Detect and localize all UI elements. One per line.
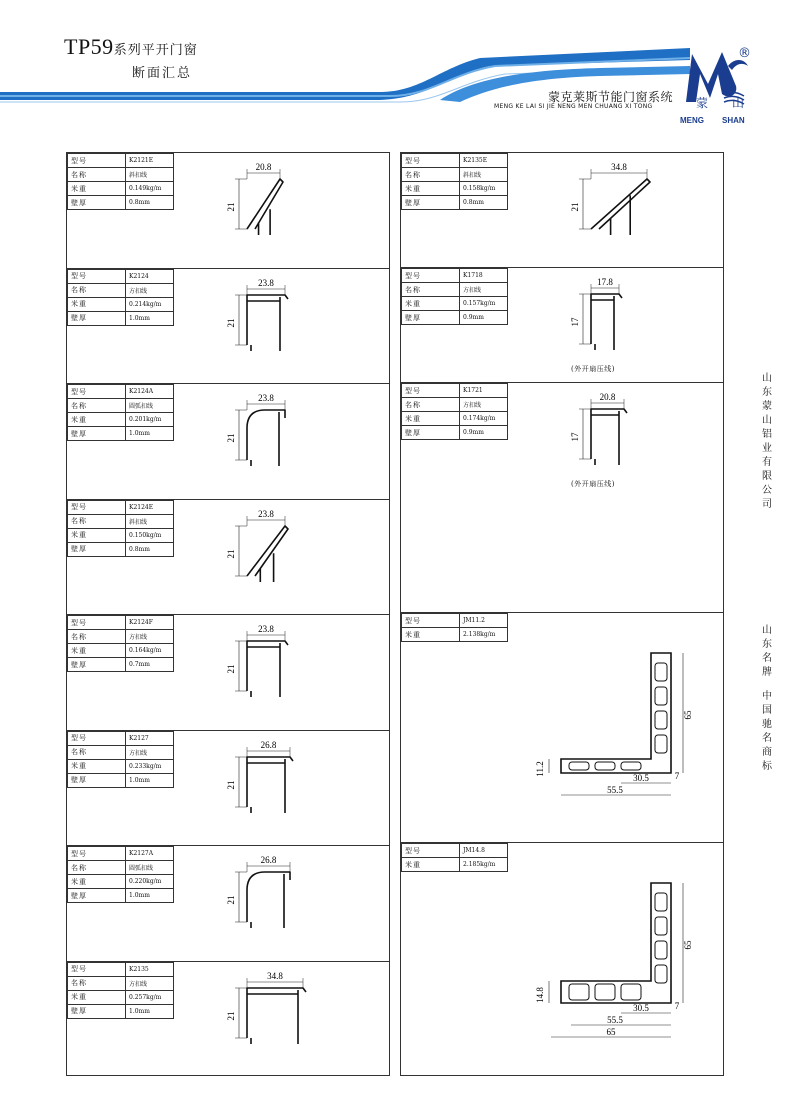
right-profile-column bbox=[400, 152, 724, 1076]
spec-row-weight bbox=[402, 412, 508, 426]
profile-card bbox=[67, 962, 389, 1078]
spec-label-weight: 米重 bbox=[68, 528, 126, 542]
spec-label-name: 名称 bbox=[68, 283, 126, 297]
spec-value-thickness: 1.0mm bbox=[126, 889, 174, 903]
dim-width-label: 26.8 bbox=[260, 855, 277, 865]
spec-row-model bbox=[68, 154, 174, 168]
corner-section-drawing bbox=[511, 633, 711, 833]
spec-label-weight: 米重 bbox=[68, 759, 126, 773]
spec-value-weight: 0.214kg/m bbox=[126, 297, 174, 311]
spec-value-thickness: 0.9mm bbox=[460, 426, 508, 440]
spec-value-thickness: 0.8mm bbox=[126, 542, 174, 556]
spec-row-thickness bbox=[68, 427, 174, 441]
spec-label-weight: 米重 bbox=[68, 644, 126, 658]
spec-value-name: 圆弧扣线 bbox=[126, 399, 174, 413]
spec-label-model: 型号 bbox=[68, 847, 126, 861]
spec-label-thickness: 壁厚 bbox=[68, 889, 126, 903]
spec-row-name bbox=[68, 630, 174, 644]
logo-text-left: MENG bbox=[680, 116, 704, 125]
spec-value-thickness: 0.7mm bbox=[126, 658, 174, 672]
spec-label-weight: 米重 bbox=[402, 297, 460, 311]
spec-row-weight bbox=[68, 182, 174, 196]
spec-label-thickness: 壁厚 bbox=[68, 542, 126, 556]
profile-note: (外开扇压线) bbox=[571, 480, 615, 488]
spec-value-model: K2124F bbox=[126, 616, 174, 630]
profile-section-drawing bbox=[217, 502, 337, 602]
spec-label-name: 名称 bbox=[68, 745, 126, 759]
spec-label-name: 名称 bbox=[68, 630, 126, 644]
spec-value-name: 斜扣线 bbox=[460, 168, 508, 182]
dim-height-label: 21 bbox=[226, 318, 236, 327]
spec-row-model bbox=[402, 844, 508, 858]
spec-value-model: K2124 bbox=[126, 269, 174, 283]
spec-label-model: 型号 bbox=[402, 269, 460, 283]
spec-value-thickness: 1.0mm bbox=[126, 1004, 174, 1018]
spec-value-model: K1721 bbox=[460, 384, 508, 398]
spec-table bbox=[67, 615, 174, 672]
profile-section-drawing bbox=[217, 386, 337, 486]
profile-section-drawing bbox=[217, 617, 337, 717]
dim-height-label: 21 bbox=[226, 780, 236, 789]
spec-label-model: 型号 bbox=[402, 384, 460, 398]
dim-width-label: 23.8 bbox=[258, 277, 274, 288]
profile-section-drawing bbox=[217, 271, 337, 371]
spec-label-model: 型号 bbox=[402, 154, 460, 168]
spec-label-thickness: 壁厚 bbox=[68, 311, 126, 325]
profile-card bbox=[67, 500, 389, 616]
profile-card bbox=[67, 153, 389, 269]
dim-width-label: 34.8 bbox=[267, 970, 283, 981]
page-subtitle: 断面汇总 bbox=[132, 66, 193, 81]
spec-label-model: 型号 bbox=[68, 500, 126, 514]
spec-row-thickness bbox=[68, 773, 174, 787]
profile-card bbox=[401, 383, 723, 613]
spec-label-name: 名称 bbox=[402, 168, 460, 182]
spec-value-name: 方扣线 bbox=[126, 283, 174, 297]
spec-row-model bbox=[68, 500, 174, 514]
dim-height-label: 21 bbox=[570, 202, 580, 212]
spec-table bbox=[67, 384, 174, 441]
dim-height-label: 21 bbox=[226, 664, 236, 674]
spec-label-weight: 米重 bbox=[402, 858, 460, 872]
dim-width-label: 23.8 bbox=[258, 393, 274, 403]
spec-value-weight: 0.150kg/m bbox=[126, 528, 174, 542]
spec-value-weight: 0.174kg/m bbox=[460, 412, 508, 426]
profile-card bbox=[67, 731, 389, 847]
spec-row-weight bbox=[68, 528, 174, 542]
spec-row-model bbox=[402, 384, 508, 398]
spec-value-name: 方扣线 bbox=[126, 745, 174, 759]
profile-section-drawing bbox=[561, 270, 681, 370]
spec-value-name: 斜扣线 bbox=[126, 514, 174, 528]
logo-text-right: SHAN bbox=[722, 116, 745, 125]
spec-table bbox=[401, 153, 508, 210]
spec-value-thickness: 0.9mm bbox=[460, 311, 508, 325]
spec-label-name: 名称 bbox=[68, 861, 126, 875]
dim-leg-label: 14.8 bbox=[535, 987, 545, 1003]
spec-row-weight bbox=[68, 990, 174, 1004]
spec-label-name: 名称 bbox=[68, 514, 126, 528]
side-award-text: 中国驰名商标 bbox=[762, 691, 772, 772]
profile-section-drawing bbox=[561, 155, 681, 255]
spec-value-thickness: 1.0mm bbox=[126, 427, 174, 441]
spec-row-name bbox=[68, 168, 174, 182]
spec-row-thickness bbox=[68, 1004, 174, 1018]
spec-row-weight bbox=[402, 297, 508, 311]
spec-row-name bbox=[402, 283, 508, 297]
dim-width-label: 23.8 bbox=[258, 624, 274, 634]
spec-value-name: 方扣线 bbox=[126, 630, 174, 644]
spec-label-model: 型号 bbox=[68, 962, 126, 976]
spec-row-model bbox=[68, 962, 174, 976]
dim-height-label: 21 bbox=[226, 202, 236, 212]
dim-height-label: 65 bbox=[683, 710, 693, 720]
spec-label-thickness: 壁厚 bbox=[68, 196, 126, 210]
spec-label-thickness: 壁厚 bbox=[68, 427, 126, 441]
spec-value-model: K2127 bbox=[126, 731, 174, 745]
spec-row-thickness bbox=[402, 196, 508, 210]
profile-section-drawing bbox=[217, 155, 337, 255]
corner-section-drawing bbox=[511, 863, 711, 1063]
spec-value-model: JM11.2 bbox=[460, 614, 508, 628]
profile-note: (外开扇压线) bbox=[571, 365, 615, 373]
dim-height-label: 21 bbox=[226, 549, 236, 558]
spec-row-model bbox=[68, 847, 174, 861]
spec-value-model: K2124E bbox=[126, 500, 174, 514]
spec-table bbox=[401, 613, 508, 642]
profile-section-drawing bbox=[217, 733, 337, 833]
spec-row-name bbox=[402, 398, 508, 412]
spec-value-name: 方扣线 bbox=[460, 283, 508, 297]
spec-value-weight: 0.158kg/m bbox=[460, 182, 508, 196]
side-company-name: 山东蒙山铝业有限公司 bbox=[762, 373, 772, 510]
spec-row-name bbox=[68, 283, 174, 297]
spec-row-thickness bbox=[68, 311, 174, 325]
registered-mark: ® bbox=[738, 46, 751, 61]
spec-label-thickness: 壁厚 bbox=[402, 311, 460, 325]
profile-card bbox=[67, 846, 389, 962]
spec-row-weight bbox=[68, 644, 174, 658]
spec-label-name: 名称 bbox=[68, 168, 126, 182]
spec-value-model: K2135E bbox=[460, 154, 508, 168]
company-name-en: MENG KE LAI SI JIE NENG MEN CHUANG XI TONG bbox=[494, 103, 653, 110]
profile-section-drawing bbox=[217, 964, 337, 1064]
spec-value-model: JM14.8 bbox=[460, 844, 508, 858]
spec-value-name: 方扣线 bbox=[126, 976, 174, 990]
spec-row-weight bbox=[402, 858, 508, 872]
dim-height-label: 17 bbox=[570, 432, 580, 442]
spec-row-model bbox=[402, 269, 508, 283]
spec-row-thickness bbox=[68, 542, 174, 556]
spec-value-weight: 0.257kg/m bbox=[126, 990, 174, 1004]
spec-row-weight bbox=[68, 759, 174, 773]
spec-label-weight: 米重 bbox=[68, 297, 126, 311]
spec-label-weight: 米重 bbox=[68, 990, 126, 1004]
spec-value-name: 斜扣线 bbox=[126, 168, 174, 182]
logo-char-left: 蒙 bbox=[696, 96, 709, 110]
profile-card bbox=[401, 268, 723, 383]
dim-leg-label: 11.2 bbox=[535, 761, 545, 777]
spec-row-name bbox=[402, 168, 508, 182]
spec-table bbox=[67, 731, 174, 788]
spec-row-thickness bbox=[402, 426, 508, 440]
spec-row-model bbox=[68, 269, 174, 283]
spec-table bbox=[67, 846, 174, 903]
spec-value-model: K2135 bbox=[126, 962, 174, 976]
spec-value-model: K1718 bbox=[460, 269, 508, 283]
spec-value-model: K2121E bbox=[126, 154, 174, 168]
spec-label-weight: 米重 bbox=[402, 412, 460, 426]
spec-row-model bbox=[68, 731, 174, 745]
dim-outer-label: 65 bbox=[606, 1027, 616, 1037]
dim-width-label: 34.8 bbox=[611, 162, 627, 172]
spec-table bbox=[67, 153, 174, 210]
spec-label-model: 型号 bbox=[68, 616, 126, 630]
spec-row-weight bbox=[68, 875, 174, 889]
profile-section-drawing bbox=[561, 385, 681, 485]
spec-label-model: 型号 bbox=[68, 269, 126, 283]
spec-value-weight: 0.220kg/m bbox=[126, 875, 174, 889]
spec-label-model: 型号 bbox=[68, 154, 126, 168]
spec-row-thickness bbox=[402, 311, 508, 325]
spec-value-thickness: 0.8mm bbox=[126, 196, 174, 210]
profile-card bbox=[67, 269, 389, 385]
spec-table bbox=[401, 383, 508, 440]
spec-label-thickness: 壁厚 bbox=[68, 1004, 126, 1018]
spec-label-weight: 米重 bbox=[402, 182, 460, 196]
dim-width-label: 20.8 bbox=[255, 162, 272, 172]
spec-label-thickness: 壁厚 bbox=[402, 196, 460, 210]
spec-row-name bbox=[68, 399, 174, 413]
spec-label-weight: 米重 bbox=[68, 413, 126, 427]
spec-row-weight bbox=[68, 297, 174, 311]
dim-width-label: 26.8 bbox=[260, 739, 277, 750]
spec-value-weight: 0.149kg/m bbox=[126, 182, 174, 196]
spec-value-model: K2127A bbox=[126, 847, 174, 861]
spec-value-weight: 2.138kg/m bbox=[460, 628, 508, 642]
dim-outer-label: 55.5 bbox=[607, 785, 623, 795]
series-title: 系列平开门窗 bbox=[113, 42, 198, 57]
spec-table bbox=[401, 268, 508, 325]
company-name-cn: 蒙克莱斯节能门窗系统 bbox=[548, 90, 674, 104]
left-profile-column bbox=[66, 152, 390, 1076]
spec-row-thickness bbox=[68, 196, 174, 210]
spec-row-model bbox=[68, 616, 174, 630]
profile-card bbox=[401, 153, 723, 268]
profile-card bbox=[67, 615, 389, 731]
dim-width-label: 23.8 bbox=[258, 508, 274, 519]
spec-label-name: 名称 bbox=[402, 398, 460, 412]
spec-value-thickness: 1.0mm bbox=[126, 311, 174, 325]
dim-width-label: 20.8 bbox=[599, 392, 616, 402]
spec-value-name: 方扣线 bbox=[460, 398, 508, 412]
spec-value-thickness: 0.8mm bbox=[460, 196, 508, 210]
spec-label-model: 型号 bbox=[402, 844, 460, 858]
spec-table bbox=[401, 843, 508, 872]
dim-height-label: 65 bbox=[683, 940, 693, 950]
spec-label-model: 型号 bbox=[402, 614, 460, 628]
spec-value-weight: 0.157kg/m bbox=[460, 297, 508, 311]
profile-card bbox=[67, 384, 389, 500]
spec-row-weight bbox=[402, 182, 508, 196]
spec-row-weight bbox=[68, 413, 174, 427]
spec-label-name: 名称 bbox=[68, 399, 126, 413]
dim-lip-label: 7 bbox=[674, 1001, 680, 1011]
spec-row-model bbox=[402, 154, 508, 168]
spec-table bbox=[67, 500, 174, 557]
side-brand-text: 山东名牌 bbox=[762, 625, 772, 678]
spec-value-name: 圆弧扣线 bbox=[126, 861, 174, 875]
dim-inner-label: 30.5 bbox=[633, 773, 649, 783]
spec-label-name: 名称 bbox=[68, 976, 126, 990]
corner-profile-card bbox=[401, 843, 723, 1075]
spec-value-model: K2124A bbox=[126, 385, 174, 399]
dim-height-label: 21 bbox=[226, 433, 236, 443]
dim-width-label: 17.8 bbox=[597, 277, 613, 287]
spec-row-model bbox=[68, 385, 174, 399]
dim-mid-label: 55.5 bbox=[607, 1015, 623, 1025]
spec-label-weight: 米重 bbox=[68, 875, 126, 889]
spec-value-weight: 0.233kg/m bbox=[126, 759, 174, 773]
spec-table bbox=[67, 269, 174, 326]
profile-section-drawing bbox=[217, 848, 337, 948]
spec-row-name bbox=[68, 514, 174, 528]
spec-value-weight: 0.164kg/m bbox=[126, 644, 174, 658]
spec-label-model: 型号 bbox=[68, 385, 126, 399]
spec-label-weight: 米重 bbox=[68, 182, 126, 196]
spec-value-weight: 2.185kg/m bbox=[460, 858, 508, 872]
spec-row-name bbox=[68, 745, 174, 759]
dim-height-label: 21 bbox=[226, 895, 236, 905]
spec-label-name: 名称 bbox=[402, 283, 460, 297]
dim-height-label: 21 bbox=[226, 1011, 236, 1020]
spec-label-thickness: 壁厚 bbox=[68, 773, 126, 787]
spec-row-name bbox=[68, 976, 174, 990]
corner-profile-card bbox=[401, 613, 723, 843]
spec-label-weight: 米重 bbox=[402, 628, 460, 642]
spec-value-thickness: 1.0mm bbox=[126, 773, 174, 787]
logo-char-right: 山 bbox=[732, 96, 745, 110]
spec-row-thickness bbox=[68, 658, 174, 672]
dim-height-label: 17 bbox=[570, 317, 580, 327]
spec-row-model bbox=[402, 614, 508, 628]
spec-table bbox=[67, 962, 174, 1019]
spec-row-weight bbox=[402, 628, 508, 642]
series-code: TP59 bbox=[64, 34, 114, 59]
spec-label-thickness: 壁厚 bbox=[402, 426, 460, 440]
spec-row-name bbox=[68, 861, 174, 875]
spec-label-model: 型号 bbox=[68, 731, 126, 745]
spec-label-thickness: 壁厚 bbox=[68, 658, 126, 672]
dim-inner-label: 30.5 bbox=[633, 1003, 649, 1013]
spec-row-thickness bbox=[68, 889, 174, 903]
spec-value-weight: 0.201kg/m bbox=[126, 413, 174, 427]
dim-lip-label: 7 bbox=[674, 771, 680, 781]
